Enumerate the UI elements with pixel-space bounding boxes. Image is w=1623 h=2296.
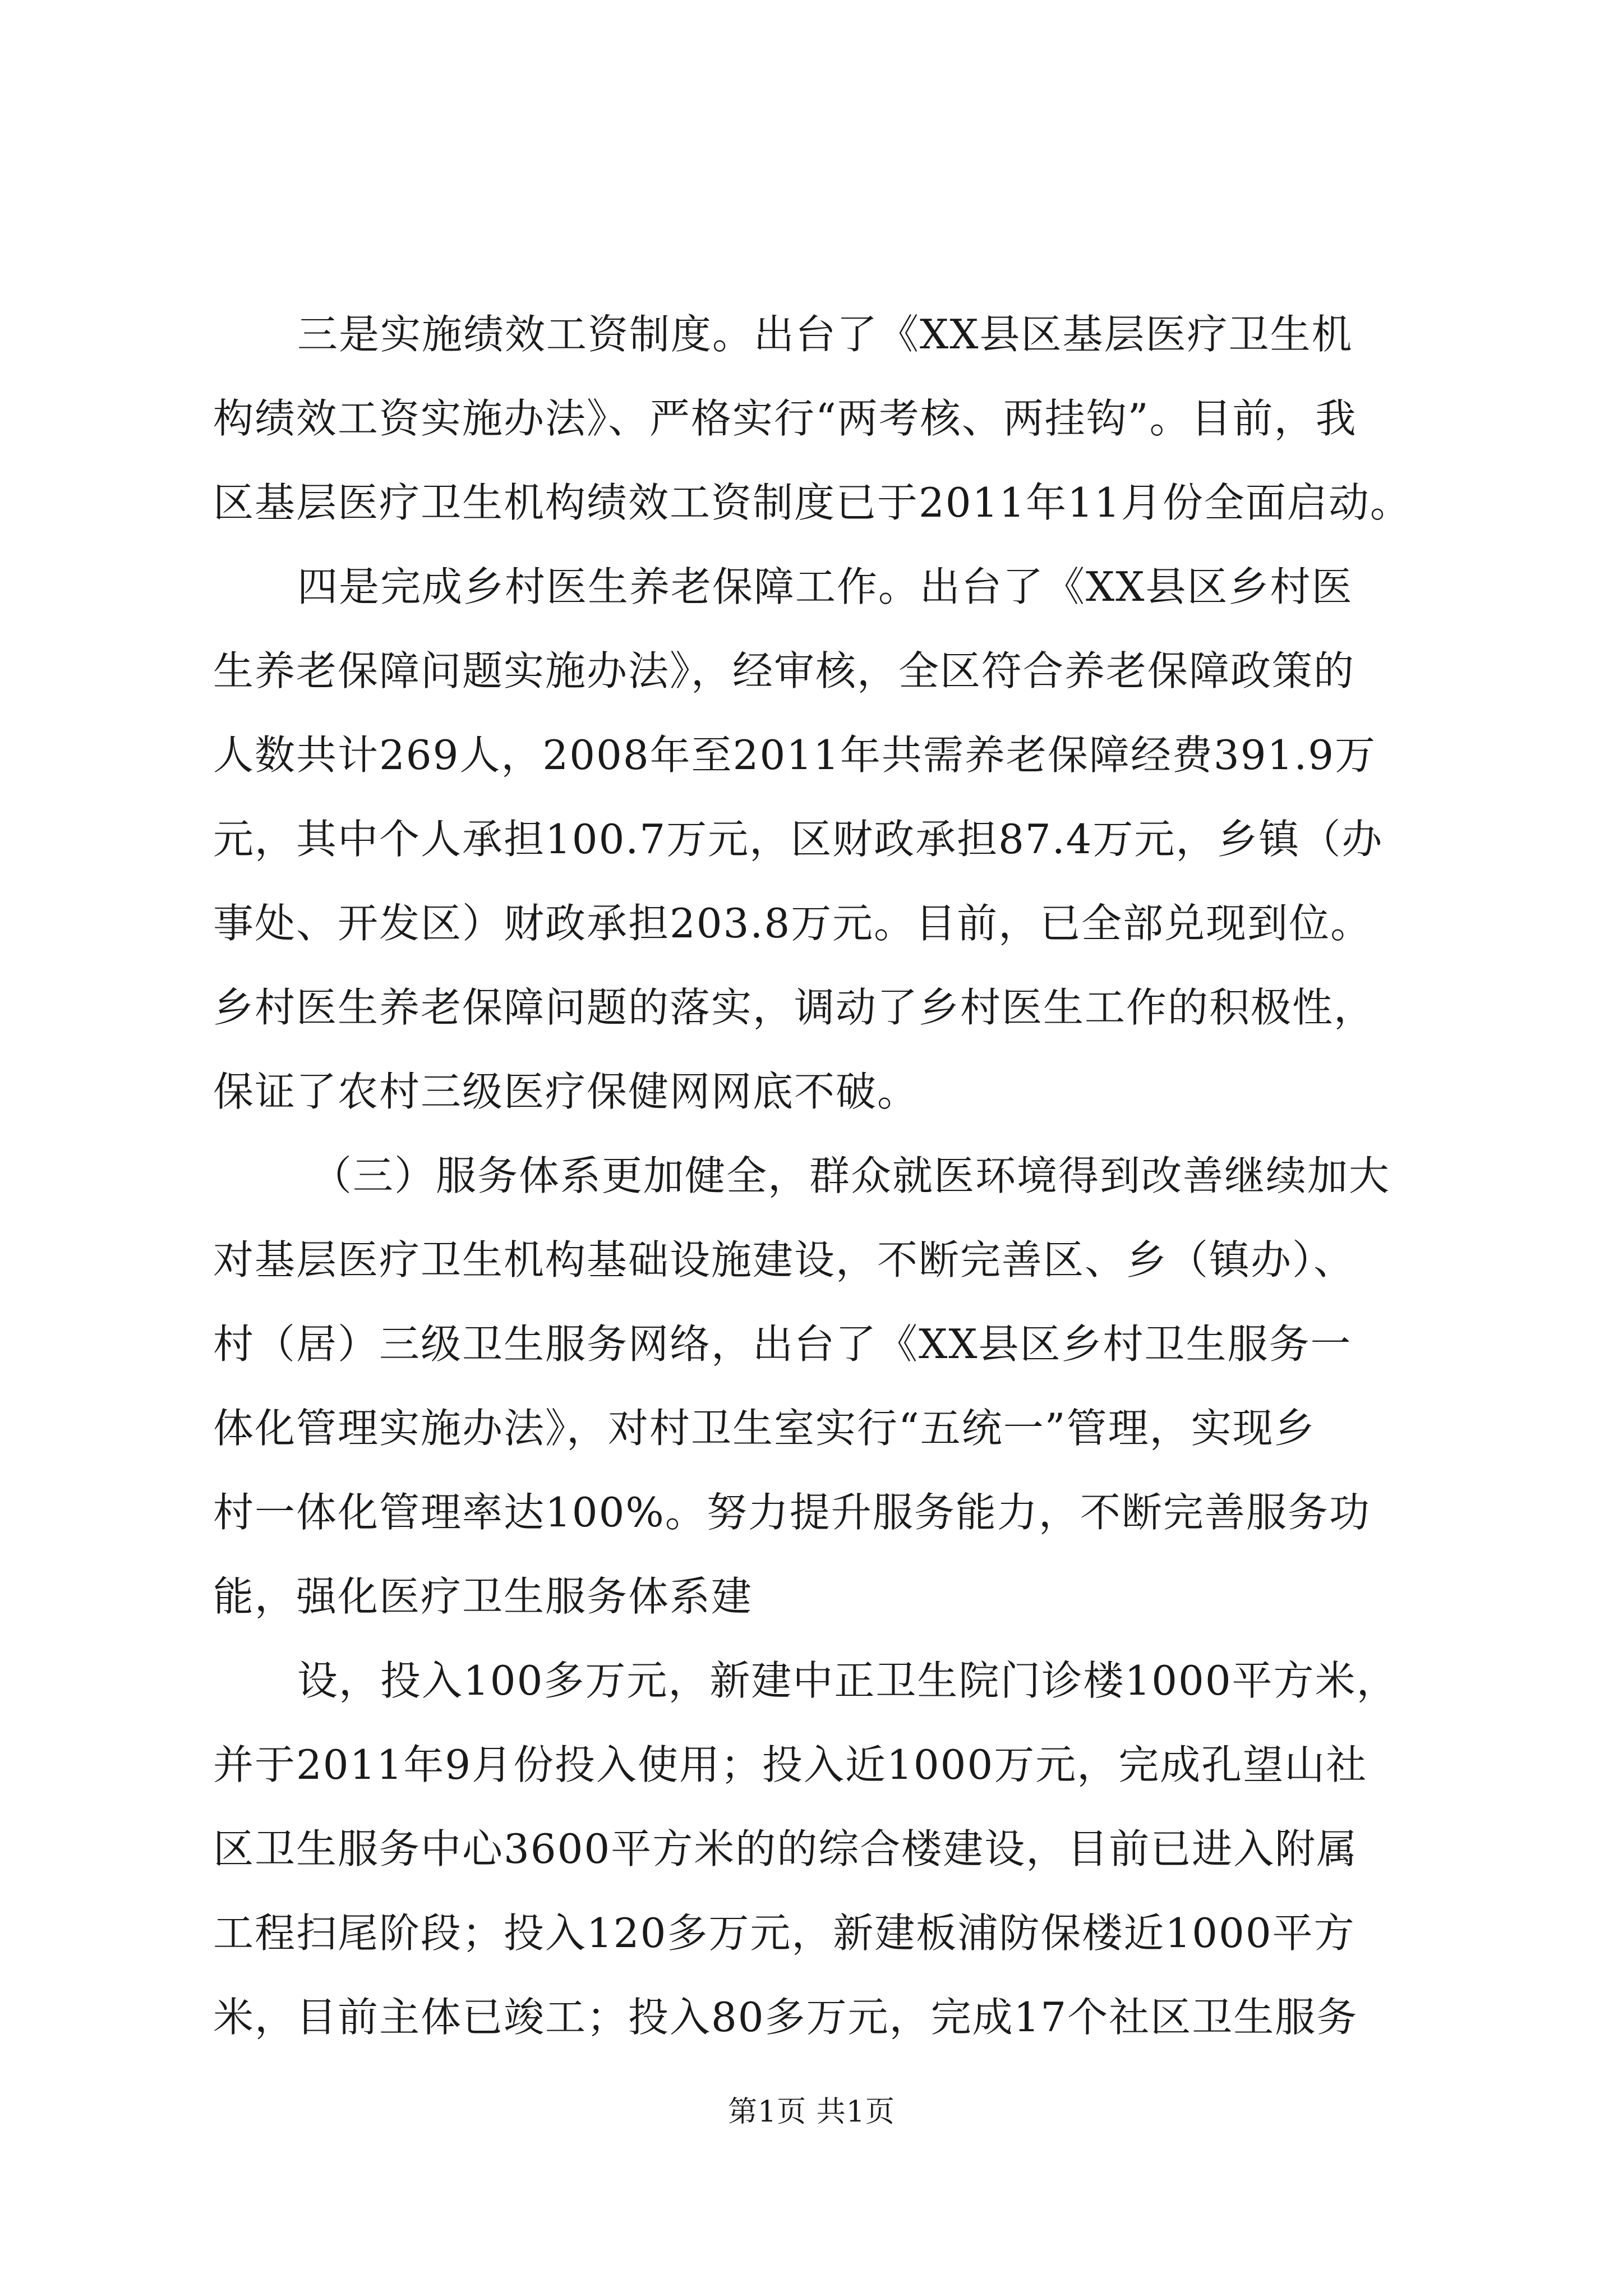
text-line: 人数共计269人，2008年至2011年共需养老保障经费391.9万 [213,731,1377,779]
text-line: 区基层医疗卫生机构绩效工资制度已于2011年11月份全面启动。 [213,479,1412,526]
text-line: 工程扫尾阶段；投入120多万元，新建板浦防保楼近1000平方 [213,1910,1355,1957]
text-line: 村一体化管理率达100%。努力提升服务能力，不断完善服务功 [213,1489,1371,1536]
page-footer: 第1页 共1页 [728,2095,895,2129]
text-line: 能，强化医疗卫生服务体系建 [213,1573,753,1620]
text-line: 构绩效工资实施办法》、严格实行“两考核、两挂钩”。目前，我 [213,395,1357,442]
text-line: 事处、开发区）财政承担203.8万元。目前，已全部兑现到位。 [213,900,1372,947]
text-line: 对基层医疗卫生机构基础设施建设，不断完善区、乡（镇办）、 [213,1236,1355,1283]
text-line: 村（居）三级卫生服务网络，出台了《XX县区乡村卫生服务一 [213,1320,1352,1368]
text-line: 并于2011年9月份投入使用；投入近1000万元，完成孔望山社 [213,1741,1368,1788]
text-line: 保证了农村三级医疗保健网网底不破。 [213,1068,919,1115]
text-line: 区卫生服务中心3600平方米的的综合楼建设，目前已进入附属 [213,1825,1358,1872]
text-line: 设，投入100多万元，新建中正卫生院门诊楼1000平方米， [297,1657,1398,1704]
text-line: 元，其中个人承担100.7万元，区财政承担87.4万元，乡镇（办 [213,816,1384,863]
section-heading: （三）服务体系更加健全，群众就医环境得到改善继续加大 [311,1152,1391,1199]
text-line: 三是实施绩效工资制度。出台了《XX县区基层医疗卫生机 [297,311,1353,358]
text-line: 体化管理实施办法》，对村卫生室实行“五统一”管理，实现乡 [213,1405,1316,1452]
text-line: 米，目前主体已竣工；投入80多万元，完成17个社区卫生服务 [213,1994,1358,2041]
text-line: 乡村医生养老保障问题的落实，调动了乡村医生工作的积极性， [213,984,1376,1031]
text-line: 生养老保障问题实施办法》，经审核，全区符合养老保障政策的 [213,647,1355,694]
text-line: 四是完成乡村医生养老保障工作。出台了《XX县区乡村医 [297,563,1353,610]
